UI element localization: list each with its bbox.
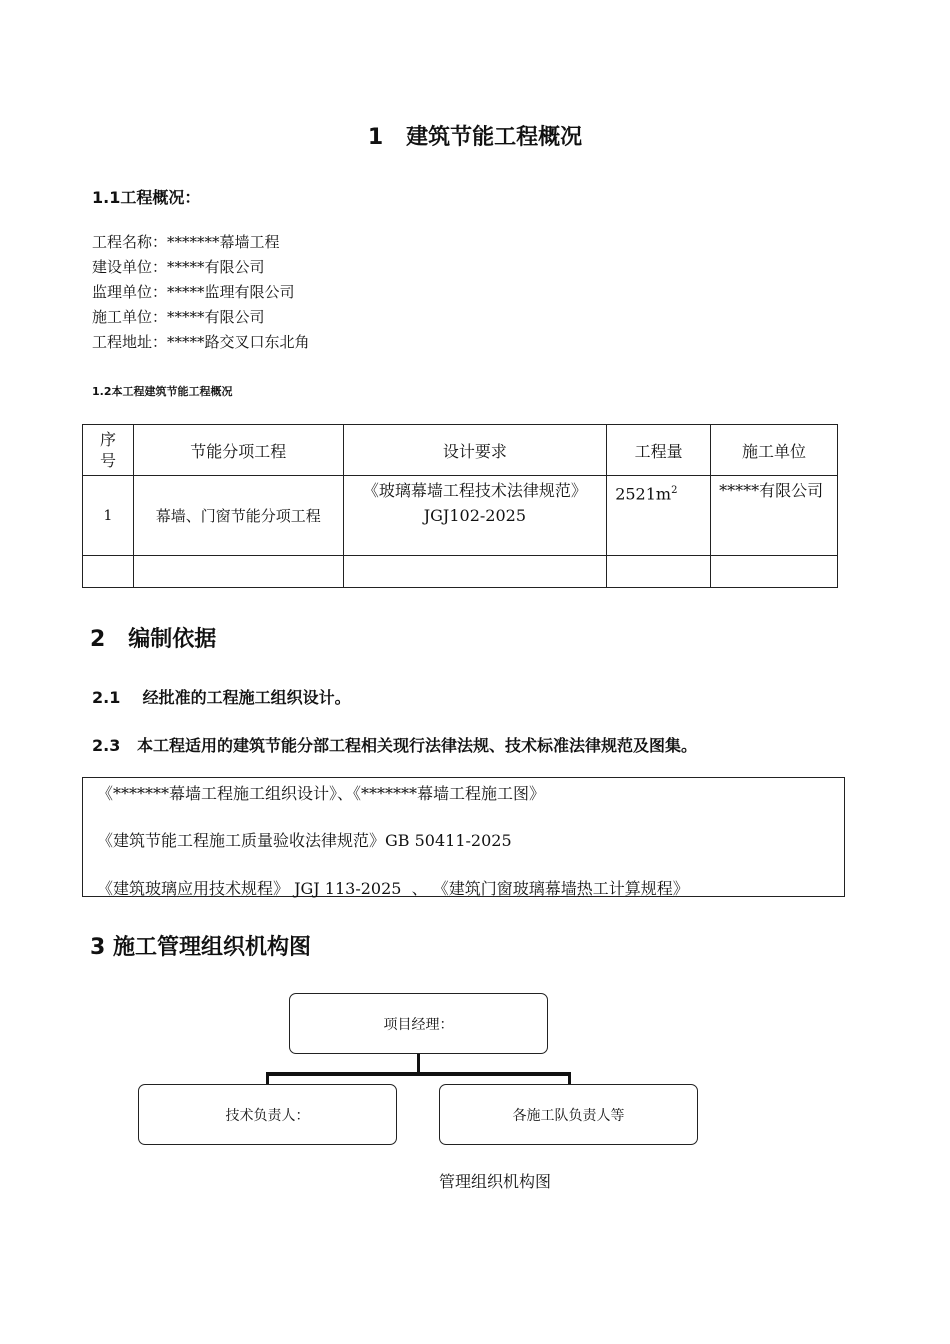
section2-title: 2 编制依据 (90, 627, 217, 652)
energy-table (82, 424, 838, 588)
subsection-1-2-title: 1.2本工程建筑节能工程概况 (92, 385, 233, 398)
reference-item: 《建筑玻璃应用技术规程》 JGJ 113-2025 、 《建筑门窗玻璃幕墙热工计算规程》 (97, 879, 689, 898)
empty-cell (343, 556, 607, 588)
project-name: 工程名称：*******幕墙工程 (92, 233, 280, 251)
supervision-unit: 监理单位：*****监理有限公司 (92, 283, 295, 301)
row-qty (607, 476, 711, 556)
org-node-team-leaders: 各施工队负责人等 (439, 1084, 698, 1145)
empty-cell (711, 556, 838, 588)
org-node-project-manager: 项目经理： (289, 993, 548, 1054)
row-qty-value: 2521m (615, 484, 672, 504)
reference-item: 《建筑节能工程施工质量验收法律规范》GB 50411-2025 (97, 831, 512, 850)
empty-cell (607, 556, 711, 588)
empty-cell (133, 556, 343, 588)
org-chart-caption: 管理组织机构图 (438, 1172, 551, 1191)
row-design: 《玻璃幕墙工程技术法律规范》JGJ102-2025 (343, 476, 607, 556)
basis-item-2-1: 2.1 经批准的工程施工组织设计。 (92, 688, 351, 707)
empty-cell (83, 556, 134, 588)
row-qty-sup: 2 (671, 485, 678, 496)
row-no: 1 (83, 476, 134, 556)
subsection-1-1-title: 1.1工程概况： (92, 188, 201, 207)
org-node-tech-lead: 技术负责人： (138, 1084, 397, 1145)
table-row (83, 476, 838, 556)
header-qty: 工程量 (607, 425, 711, 476)
project-info (92, 230, 310, 355)
header-design: 设计要求 (343, 425, 607, 476)
basis-item-2-3: 2.3 本工程适用的建筑节能分部工程相关现行法律法规、技术标准法律规范及图集。 (92, 736, 698, 755)
project-address: 工程地址：*****路交叉口东北角 (92, 333, 310, 351)
table-header-row (83, 425, 838, 476)
reference-item: 《*******幕墙工程施工组织设计》、《*******幕墙工程施工图》 (97, 784, 546, 803)
header-no: 序号 (83, 425, 134, 476)
row-item: 幕墙、门窗节能分项工程 (133, 476, 343, 556)
header-item: 节能分项工程 (133, 425, 343, 476)
table-row-empty (83, 556, 838, 588)
org-connector (266, 1072, 571, 1076)
section3-title: 3 施工管理组织机构图 (90, 935, 311, 960)
header-unit: 施工单位 (711, 425, 838, 476)
references-box (82, 777, 845, 897)
section1-title: 1 建筑节能工程概况 (367, 125, 583, 150)
construction-unit: 施工单位：*****有限公司 (92, 308, 265, 326)
client-unit: 建设单位：*****有限公司 (92, 258, 265, 276)
row-unit: *****有限公司 (711, 476, 838, 556)
